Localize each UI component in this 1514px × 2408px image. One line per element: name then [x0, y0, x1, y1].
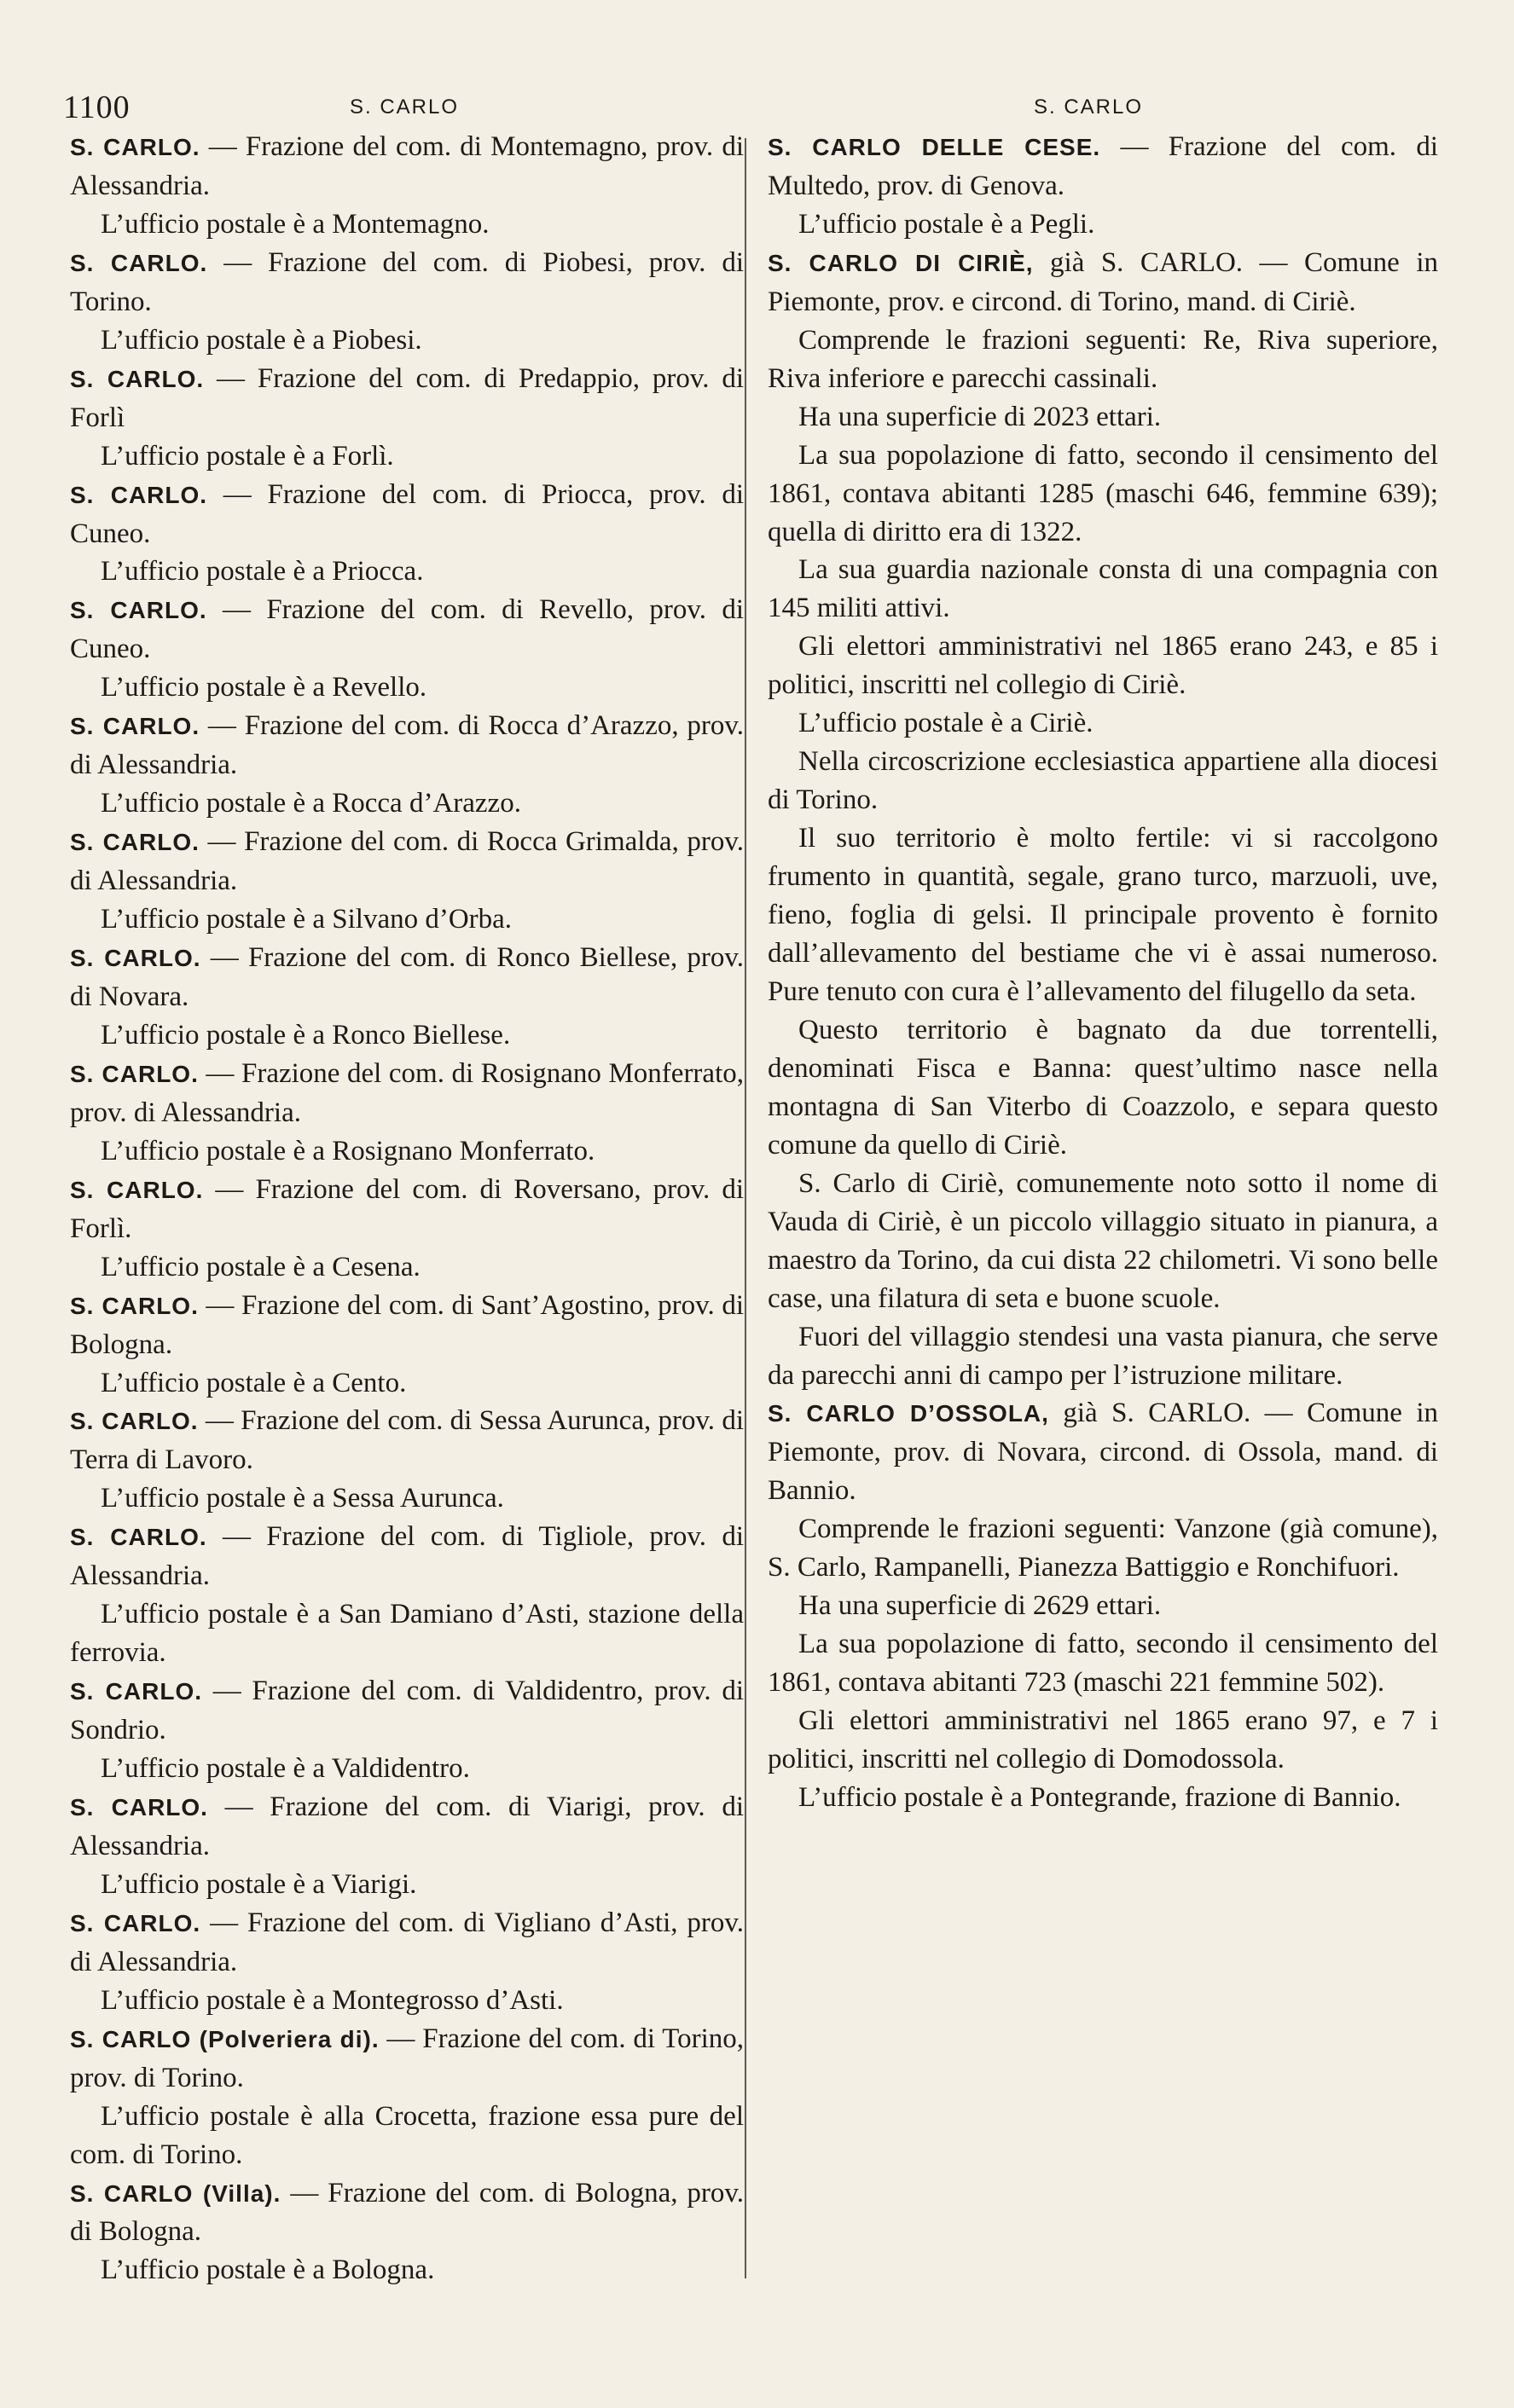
- entry-headword: S. CARLO.: [70, 945, 201, 972]
- entry-text: — Frazione del com. di Viarigi, prov. di Alessandria.: [70, 1791, 744, 1861]
- entry-text: — Frazione del com. di Bologna, prov. di Bologna.: [70, 2177, 744, 2248]
- entry-paragraph: L’ufficio postale è a Forlì.: [101, 440, 394, 472]
- running-head-right: S. CARLO: [1034, 96, 1144, 119]
- dictionary-entry: [70, 2174, 744, 2290]
- entry-paragraph: Questo territorio è bagnato da due torrentelli, denominati Fisca e Banna: quest’ultimo nasce nella montagna di San Viterbo di Coazzolo, e separa questo comune da quello di Ciriè.: [768, 1014, 1438, 1161]
- entry-definition: [70, 707, 744, 784]
- entry-headword: S. CARLO.: [70, 1292, 199, 1319]
- entry-text: — Frazione del com. di Revello, prov. di Cuneo.: [70, 594, 744, 665]
- dictionary-entry: [70, 128, 744, 244]
- dictionary-entry: [70, 1402, 744, 1518]
- entry-paragraph: Ha una superficie di 2629 ettari.: [798, 1590, 1162, 1622]
- entry-paragraph: L’ufficio postale è a Cento.: [101, 1367, 407, 1398]
- entry-paragraph: Gli elettori amministrativi nel 1865 erano 97, e 7 i politici, inscritti nel collegio di Domodossola.: [768, 1705, 1438, 1775]
- entry-definition: [768, 244, 1438, 321]
- entry-paragraph: Comprende le frazioni seguenti: Re, Riva superiore, Riva inferiore e parecchi cassinali.: [768, 324, 1438, 394]
- dictionary-entry: [70, 1287, 744, 1403]
- entry-paragraph: L’ufficio postale è a Pontegrande, frazione di Bannio.: [798, 1781, 1401, 1813]
- entry-paragraph: Gli elettori amministrativi nel 1865 erano 243, e 85 i politici, inscritti nel collegio di Ciriè.: [768, 631, 1438, 701]
- entry-headword: S. CARLO DELLE CESE.: [768, 134, 1101, 160]
- entry-definition: [70, 1672, 744, 1750]
- entry-headword: S. CARLO.: [70, 1060, 199, 1087]
- entry-text: — Frazione del com. di Rosignano Monferrato, prov. di Alessandria.: [70, 1057, 744, 1128]
- dictionary-entry: [768, 244, 1438, 1395]
- entry-text: — Frazione del com. di Rocca d’Arazzo, prov. di Alessandria.: [70, 710, 744, 781]
- entry-text: — Frazione del com. di Piobesi, prov. di Torino.: [70, 246, 745, 317]
- entry-headword: S. CARLO.: [70, 1678, 203, 1705]
- right-column: [768, 128, 1438, 1817]
- dictionary-entry: [70, 707, 744, 823]
- entry-paragraph: L’ufficio postale è a Revello.: [101, 672, 427, 703]
- entry-paragraph: Fuori del villaggio stendesi una vasta pianura, che serve da parecchi anni di campo per l’istruzione militare.: [768, 1321, 1438, 1391]
- entry-paragraph: Comprende le frazioni seguenti: Vanzone (già comune), S. Carlo, Rampanelli, Pianezza Battiggio e Ronchifuori.: [768, 1514, 1438, 1583]
- entry-text: — Frazione del com. di Sant’Agostino, prov. di Bologna.: [70, 1289, 745, 1360]
- dictionary-entry: [70, 591, 744, 707]
- entry-paragraph: L’ufficio postale è alla Crocetta, frazione essa pure del com. di Torino.: [70, 2100, 744, 2170]
- entry-text: — Frazione del com. di Montemagno, prov. di Alessandria.: [70, 131, 744, 201]
- entry-definition: [70, 939, 744, 1016]
- dictionary-entry: [768, 1394, 1438, 1816]
- entry-text: — Frazione del com. di Rocca Grimalda, prov. di Alessandria.: [70, 826, 745, 897]
- entry-definition: [70, 1402, 744, 1479]
- entry-paragraph: L’ufficio postale è a Pegli.: [798, 208, 1095, 240]
- entry-headword: S. CARLO DI CIRIÈ,: [768, 249, 1034, 276]
- entry-paragraph: S. Carlo di Ciriè, comunemente noto sotto il nome di Vauda di Ciriè, è un piccolo villaggio situato in pianura, a maestro da Torino, da cui dista 22 chilometri. Vi sono belle case, una filatura di seta e buone scuole.: [768, 1167, 1438, 1314]
- dictionary-entry: [70, 1672, 744, 1788]
- entry-definition: [70, 128, 744, 205]
- entry-paragraph: L’ufficio postale è a Piobesi.: [101, 324, 422, 356]
- dictionary-entry: [70, 476, 744, 592]
- entry-definition: [70, 476, 744, 553]
- entry-definition: [768, 128, 1438, 205]
- entry-text: — Frazione del com. di Multedo, prov. di Genova.: [768, 131, 1438, 201]
- entry-paragraph: L’ufficio postale è a Rosignano Monferrato.: [101, 1135, 595, 1166]
- entry-definition: [70, 2174, 744, 2252]
- entry-paragraph: L’ufficio postale è a Ciriè.: [798, 708, 1093, 739]
- entry-text: — Frazione del com. di Valdidentro, prov. di Sondrio.: [70, 1676, 744, 1746]
- entry-text: già S. CARLO. — Comune in Piemonte, prov. e circond. di Torino, mand. di Ciriè.: [768, 246, 1438, 317]
- entry-headword: S. CARLO.: [70, 1176, 204, 1203]
- entry-text: — Frazione del com. di Tigliole, prov. di Alessandria.: [70, 1521, 744, 1592]
- entry-headword: S. CARLO.: [70, 597, 207, 624]
- entry-paragraph: L’ufficio postale è a Priocca.: [101, 556, 424, 588]
- column-divider: [745, 138, 746, 2278]
- entry-headword: S. CARLO.: [70, 249, 208, 276]
- entry-definition: [70, 1904, 744, 1982]
- entry-headword: S. CARLO.: [70, 1909, 201, 1936]
- entry-headword: S. CARLO.: [70, 713, 200, 740]
- entry-paragraph: L’ufficio postale è a Montemagno.: [101, 208, 490, 240]
- entry-paragraph: L’ufficio postale è a Valdidentro.: [101, 1753, 470, 1785]
- dictionary-entry: [768, 128, 1438, 244]
- dictionary-entry: [70, 360, 744, 476]
- entry-definition: [70, 823, 744, 900]
- entry-text: — Frazione del com. di Predappio, prov. di Forlì: [70, 362, 744, 433]
- dictionary-entry: [70, 823, 744, 939]
- entry-definition: [70, 1287, 744, 1364]
- entry-definition: [70, 244, 744, 321]
- entry-headword: S. CARLO D’OSSOLA,: [768, 1400, 1049, 1427]
- entry-paragraph: Ha una superficie di 2023 ettari.: [798, 401, 1162, 432]
- entry-paragraph: La sua popolazione di fatto, secondo il censimento del 1861, contava abitanti 723 (maschi 221 femmine 502).: [768, 1629, 1438, 1699]
- dictionary-entry: [70, 2020, 744, 2174]
- entry-headword: S. CARLO.: [70, 1524, 207, 1551]
- entry-text: già S. CARLO. — Comune in Piemonte, prov. di Novara, circond. di Ossola, mand. di Bannio.: [768, 1398, 1438, 1507]
- dictionary-entry: [70, 244, 744, 360]
- entry-text: — Frazione del com. di Priocca, prov. di Cuneo.: [70, 478, 745, 549]
- entry-headword: S. CARLO.: [70, 829, 200, 856]
- entry-paragraph: L’ufficio postale è a Silvano d’Orba.: [101, 904, 513, 935]
- entry-definition: [768, 1394, 1438, 1510]
- entry-headword: S. CARLO.: [70, 481, 208, 508]
- entry-definition: [70, 1055, 744, 1132]
- entry-paragraph: L’ufficio postale è a Cesena.: [101, 1251, 421, 1282]
- entry-paragraph: L’ufficio postale è a Sessa Aurunca.: [101, 1483, 504, 1514]
- entry-definition: [70, 1788, 744, 1866]
- dictionary-entry: [70, 1904, 744, 2020]
- entry-headword: S. CARLO (Villa).: [70, 2179, 281, 2207]
- dictionary-entry: [70, 1788, 744, 1904]
- entry-paragraph: L’ufficio postale è a Bologna.: [101, 2255, 435, 2286]
- dictionary-entry: [70, 939, 744, 1055]
- entry-paragraph: L’ufficio postale è a Viarigi.: [101, 1868, 417, 1900]
- entry-paragraph: L’ufficio postale è a San Damiano d’Asti, stazione della ferrovia.: [70, 1599, 744, 1669]
- dictionary-entry: [70, 1171, 744, 1287]
- entry-paragraph: Il suo territorio è molto fertile: vi si raccolgono frumento in quantità, segale, grano turco, marzuoli, uve, fieno, foglia di gelsi. Il principale provento è fornito dall’allevamento del bestiame che vi è assai numeroso. Pure tenuto con cura è l’allevamento del filugello da seta.: [768, 823, 1438, 1007]
- entry-text: — Frazione del com. di Ronco Biellese, prov. di Novara.: [70, 942, 745, 1012]
- entry-definition: [70, 360, 744, 437]
- entry-headword: S. CARLO (Polveriera di).: [70, 2025, 380, 2052]
- entry-headword: S. CARLO.: [70, 1408, 199, 1435]
- page-number: 1100: [63, 90, 131, 125]
- entry-text: — Frazione del com. di Torino, prov. di Torino.: [70, 2023, 744, 2093]
- dictionary-entry: [70, 1055, 744, 1171]
- entry-text: — Frazione del com. di Roversano, prov. di Forlì.: [70, 1173, 744, 1244]
- entry-paragraph: Nella circoscrizione ecclesiastica appartiene alla diocesi di Torino.: [768, 746, 1438, 816]
- entry-definition: [70, 2020, 744, 2098]
- entry-definition: [70, 1518, 744, 1595]
- entry-text: — Frazione del com. di Vigliano d’Asti, prov. di Alessandria.: [70, 1907, 744, 1977]
- left-column: [70, 128, 744, 2289]
- entry-definition: [70, 1171, 744, 1248]
- entry-paragraph: L’ufficio postale è a Ronco Biellese.: [101, 1019, 511, 1051]
- entry-paragraph: L’ufficio postale è a Rocca d’Arazzo.: [101, 788, 521, 819]
- dictionary-entry: [70, 1518, 744, 1672]
- entry-headword: S. CARLO.: [70, 1793, 208, 1820]
- entry-paragraph: La sua popolazione di fatto, secondo il censimento del 1861, contava abitanti 1285 (maschi 646, femmine 639); quella di diritto era di 1322.: [768, 439, 1438, 547]
- entry-definition: [70, 591, 744, 669]
- running-head-left: S. CARLO: [350, 96, 460, 119]
- entry-text: — Frazione del com. di Sessa Aurunca, prov. di Terra di Lavoro.: [70, 1405, 744, 1476]
- entry-paragraph: La sua guardia nazionale consta di una compagnia con 145 militi attivi.: [768, 554, 1438, 624]
- entry-headword: S. CARLO.: [70, 365, 205, 392]
- entry-headword: S. CARLO.: [70, 134, 200, 160]
- entry-paragraph: L’ufficio postale è a Montegrosso d’Asti.: [101, 1984, 564, 2016]
